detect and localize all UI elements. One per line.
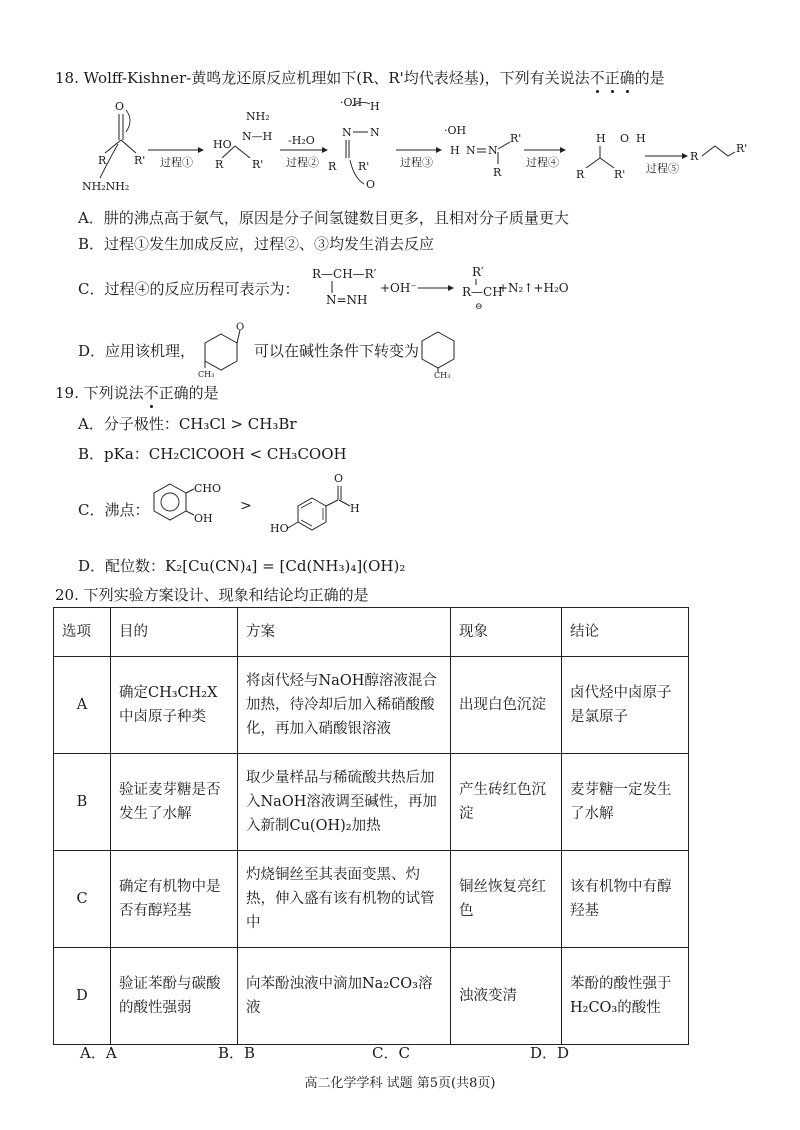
c-o: O [334,472,344,485]
q18-option-c-equation [312,264,572,312]
q18-stem-text: Wolff-Kishner-黄鸣龙还原反应机理如下(R、R'均代表烃基)，下列有关说法 [83,69,590,87]
c-ho: HO [270,522,289,535]
row-c-option: C [54,851,111,948]
row-a-phenomenon: 出现白色沉淀 [451,657,562,754]
col-header-plan: 方案 [238,608,451,657]
q20-answer-choices [80,1042,640,1062]
m3-r: R [328,160,337,173]
row-a-plan: 将卤代烃与NaOH醇溶液混合加热，待冷却后加入稀硝酸酸化，再加入硝酸银溶液 [238,657,451,754]
row-b-plan: 取少量样品与稀硫酸共热后加入NaOH溶液调至碱性，再加入新制Cu(OH)₂加热 [238,754,451,851]
c-eq-oh: +OH⁻ [380,281,417,295]
m5-r: R [576,168,585,181]
q18-number: 18. [55,69,79,87]
q19-stem-b: 正确的是 [158,384,219,402]
row-c-purpose: 确定有机物中是否有醇羟基 [111,851,238,948]
table-header-row [54,608,689,657]
q18-stem-end: 的是 [634,69,665,87]
q19-stem-a: 下列说法 [83,384,144,402]
row-a-purpose: 确定CH₃CH₂X中卤原子种类 [111,657,238,754]
q20-experiment-table [53,607,689,1045]
q18-d-product-ring [416,322,466,378]
c-eq-products: +N₂↑+H₂O [498,281,569,295]
row-a-conclusion: 卤代烃中卤原子是氯原子 [562,657,689,754]
table-row-b [54,754,689,851]
m2-r: R [215,158,224,171]
m5-h: H [596,132,606,145]
row-c-conclusion: 该有机物中有醇羟基 [562,851,689,948]
row-c-phenomenon: 铜丝恢复亮红色 [451,851,562,948]
col-header-phenomenon: 现象 [451,608,562,657]
m1-nh2nh2: NH₂NH₂ [82,180,130,193]
row-b-phenomenon: 产生砖红色沉淀 [451,754,562,851]
m5-rp: R' [614,168,626,181]
m1-r: R [98,154,107,167]
table-row-a [54,657,689,754]
c-eq-minus: ⊖ [475,302,483,312]
m4-n2: N [488,144,498,157]
m4-n1: N [466,144,476,157]
q18-emph-3: 确 [619,69,635,87]
q20-number: 20. [55,586,79,604]
q19-number: 19. [55,384,79,402]
m6-rp: R' [736,142,748,155]
row-b-conclusion: 麦芽糖一定发生了水解 [562,754,689,851]
m2-nh2: NH₂ [246,110,270,123]
m1-rp: R' [134,154,146,167]
q18-option-a: A．肼的沸点高于氨气，原因是分子间氢键数目更多，且相对分子质量更大 [78,209,569,227]
m-step-4: 过程④ [526,156,559,169]
c-eq-rch: R—CH [462,285,503,299]
q19-stem [55,383,219,403]
d-ketone-o: O [236,322,245,333]
q18-stem [55,68,665,88]
q18-d-reactant-ring [196,322,246,378]
q19-emph: 不 [143,384,159,402]
m-step-1: 过程① [160,156,193,169]
table-row-c [54,851,689,948]
q18-option-d-a: D．应用该机理， [78,342,196,360]
m1-o: O [115,100,125,113]
q18-option-c-label: C．过程④的反应历程可表示为： [78,280,300,298]
row-a-option: A [54,657,111,754]
row-b-option: B [54,754,111,851]
col-header-option: 选项 [54,608,111,657]
q18-option-d-b: 可以在碱性条件下转变为 [254,342,420,360]
m4-r: R [493,166,502,179]
q20-answer-b: B．B [218,1044,256,1062]
q20-answer-c: C．C [372,1044,410,1062]
c-h: H [350,502,360,515]
q20-answer-d: D．D [530,1044,570,1062]
q18-emph-1: 不 [589,69,605,87]
c-eq-reactant: R—CH—R′ [312,267,377,281]
q20-stem [55,585,369,605]
m3-o: O [366,178,376,191]
c-cho: CHO [194,482,222,495]
row-d-plan: 向苯酚浊液中滴加Na₂CO₃溶液 [238,948,451,1045]
q19-option-b: B．pKa：CH₂ClCOOH < CH₃COOH [78,445,347,463]
row-d-conclusion: 苯酚的酸性强于H₂CO₃的酸性 [562,948,689,1045]
q19-c-structures [148,470,388,540]
row-b-purpose: 验证麦芽糖是否发生了水解 [111,754,238,851]
m3-oh: ·OH [340,98,363,109]
row-d-phenomenon: 浊液变清 [451,948,562,1045]
col-header-conclusion: 结论 [562,608,689,657]
row-c-plan: 灼烧铜丝至其表面变黑、灼热，伸入盛有该有机物的试管中 [238,851,451,948]
page-footer: 高二化学学科 试题 第5页(共8页) [304,1076,496,1091]
m2-nh: N—H [242,130,273,143]
d-ch3-1: CH₃ [198,370,215,378]
c-oh: OH [194,512,213,525]
m5-o: O [620,132,630,145]
q18-option-b: B．过程①发生加成反应，过程②、③均发生消去反应 [78,235,435,253]
q19-option-d: D．配位数：K₂[Cu(CN)₄] = [Cd(NH₃)₄](OH)₂ [78,557,406,575]
c-eq-rp: R′ [472,265,484,279]
m-step-2: 过程② [286,156,319,169]
q20-stem-text: 下列实验方案设计、现象和结论均正确的是 [83,586,369,604]
m4-oh: ·OH [444,124,467,137]
q19-option-a: A．分子极性：CH₃Cl > CH₃Br [78,415,297,433]
m6-r: R [690,150,699,163]
c-gt: > [240,498,252,514]
m3-n2: N [370,126,380,139]
m3-n1: N [342,126,352,139]
c-eq-nnh: N=NH [326,293,368,307]
m5-h2: H [636,132,646,145]
m2-ho: HO [213,138,232,151]
m4-h: H [450,144,460,157]
m-step-5: 过程⑤ [646,162,679,175]
row-d-option: D [54,948,111,1045]
d-ch3-2: CH₃ [434,371,451,378]
m-reagent-2: -H₂O [288,134,315,147]
table-row-d [54,948,689,1045]
m-step-3: 过程③ [400,156,433,169]
col-header-purpose: 目的 [111,608,238,657]
q18-emph-2: 正 [604,69,620,87]
m4-rp: R' [510,132,522,145]
q18-mechanism-diagram [70,98,790,203]
m3-rp: R' [358,160,370,173]
row-d-purpose: 验证苯酚与碳酸的酸性强弱 [111,948,238,1045]
m3-h: H [370,100,380,113]
q20-answer-a: A．A [80,1044,117,1062]
q19-option-c-label: C．沸点： [78,501,150,519]
m2-rp: R' [252,158,264,171]
